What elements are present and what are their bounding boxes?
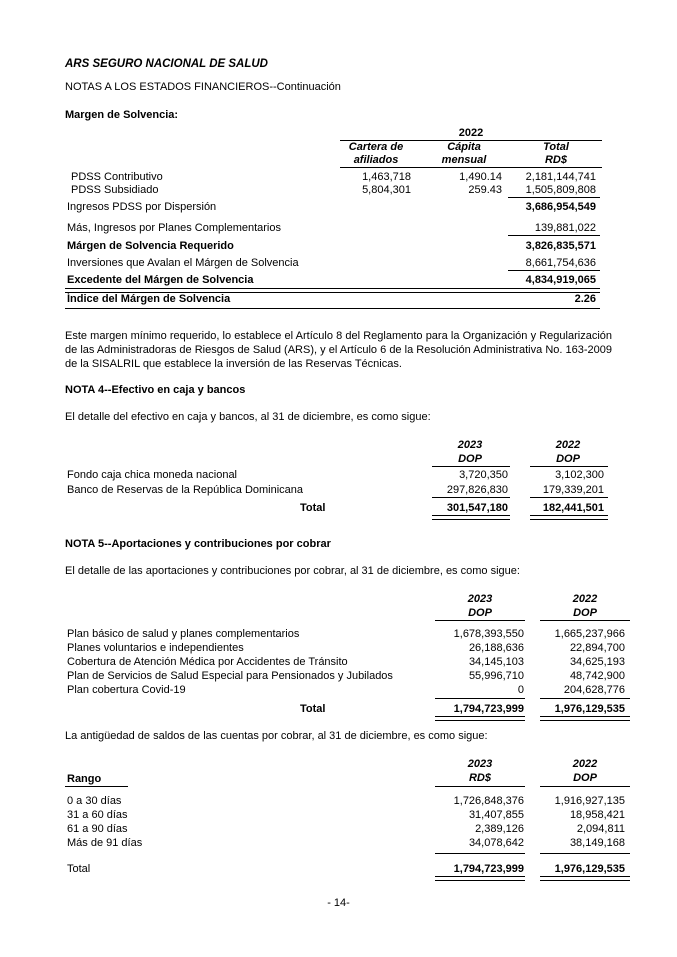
nota5-row-label: Plan de Servicios de Salud Especial para Pensionados y Jubilados [67,670,393,682]
nota4-col1-currency: DOP [458,453,482,465]
aging-row-value-2022: 18,958,421 [569,809,625,821]
nota4-col1-total-rule [432,515,510,520]
nota4-row-label: Banco de Reservas de la República Dominicana [67,484,304,496]
solvency-row-capita: 1,490.14 [459,171,502,183]
nota4-col1-header-rule [432,466,510,467]
solvency-inversiones-label: Inversiones que Avalan el Márgen de Solvencia [67,257,299,269]
aging-row-label: 31 a 60 días [67,809,128,821]
nota5-row-value-2022: 48,742,900 [569,670,625,682]
aging-row-label: 0 a 30 días [67,795,122,807]
nota5-total-2022: 1,976,129,535 [554,703,625,715]
nota5-col2-subtotal-rule [540,698,630,699]
solvency-row-label: PDSS Subsidiado [71,184,159,196]
solvency-header-rule [340,167,602,168]
aging-range-header-rule [65,786,128,787]
nota4-row-value-2022: 3,102,300 [555,469,604,481]
nota4-col1-year: 2023 [457,439,483,451]
nota5-col1-header-rule [435,620,525,621]
solvency-indice-rule [65,308,600,309]
solvency-mas-rule [508,235,600,236]
nota5-row-value-2022: 204,628,776 [563,684,625,696]
aging-row-value-2023: 2,389,126 [475,823,524,835]
aging-col1-year: 2023 [467,758,493,770]
company-name: ARS SEGURO NACIONAL DE SALUD [65,58,268,70]
aging-total-label: Total [67,863,91,875]
aging-intro: La antigüedad de saldos de las cuentas por cobrar, al 31 de diciembre, es como sigue: [65,730,488,742]
solvency-row-affiliates: 1,463,718 [362,171,411,183]
solvency-col2-header-2: mensual [441,154,487,166]
nota5-row-value-2023: 26,188,636 [468,642,524,654]
nota5-row-value-2022: 34,625,193 [569,656,625,668]
nota5-row-value-2022: 22,894,700 [569,642,625,654]
aging-col2-header-rule [540,786,630,787]
nota5-row-label: Plan básico de salud y planes complementarios [67,628,300,640]
aging-row-value-2023: 31,407,855 [468,809,524,821]
nota5-title: NOTA 5--Aportaciones y contribuciones por cobrar [65,538,331,550]
solvency-inversiones-rule [508,270,600,271]
nota4-row-value-2023: 297,826,830 [446,484,508,496]
nota5-col1-subtotal-rule [435,698,525,699]
nota4-total-label: Total [300,502,326,514]
solvency-row-total: 1,505,809,808 [525,184,596,196]
solvency-title: Margen de Solvencia: [65,109,179,121]
nota5-row-label: Planes voluntarios e independientes [67,642,244,654]
aging-col1-header-rule [435,786,525,787]
aging-row-value-2022: 1,916,927,135 [554,795,625,807]
solvency-col3-header-2: RD$ [544,154,567,166]
aging-range-header: Rango [67,773,102,785]
nota4-total-2023: 301,547,180 [446,502,508,514]
nota5-col1-year: 2023 [467,593,493,605]
nota4-col2-year: 2022 [555,439,581,451]
solvency-col2-header-1: Cápita [447,141,481,153]
nota5-intro: El detalle de las aportaciones y contribuciones por cobrar, al 31 de diciembre, es como sigue: [65,565,520,577]
nota5-row-value-2023: 0 [517,684,524,696]
nota5-row-label: Cobertura de Atención Médica por Accidentes de Tránsito [67,656,348,668]
nota4-title: NOTA 4--Efectivo en caja y bancos [65,384,246,396]
solvency-row-total: 2,181,144,741 [525,171,596,183]
nota5-col1-total-rule [435,716,525,721]
aging-col2-year: 2022 [572,758,598,770]
nota5-col2-currency: DOP [573,607,597,619]
solvency-mas-value: 139,881,022 [534,222,596,234]
nota5-row-value-2022: 1,665,237,966 [554,628,625,640]
aging-col2-subtotal-rule [540,853,630,854]
solvency-excedente-value: 4,834,919,065 [525,274,596,286]
solvency-row-affiliates: 5,804,301 [362,184,411,196]
aging-col2-currency: DOP [573,772,597,784]
aging-row-label: 61 a 90 días [67,823,128,835]
document-subtitle: NOTAS A LOS ESTADOS FINANCIEROS--Continuación [65,81,341,93]
solvency-excedente-label: Excedente del Márgen de Solvencia [67,274,254,286]
solvency-year: 2022 [458,127,484,139]
nota4-row-label: Fondo caja chica moneda nacional [67,469,238,481]
nota4-total-2022: 182,441,501 [542,502,604,514]
nota5-col2-year: 2022 [572,593,598,605]
solvency-row-label: PDSS Contributivo [71,171,163,183]
nota5-row-value-2023: 1,678,393,550 [453,628,524,640]
solvency-ingresos-value: 3,686,954,549 [525,201,596,213]
aging-row-value-2022: 38,149,168 [569,837,625,849]
nota4-row-value-2023: 3,720,350 [459,469,508,481]
nota4-row-value-2022: 179,339,201 [542,484,604,496]
aging-col1-total-rule [435,876,525,881]
aging-col2-total-rule [540,876,630,881]
nota4-col1-subtotal-rule [432,497,510,498]
page-number: - 14- [327,897,350,909]
nota5-col2-header-rule [540,620,630,621]
solvency-col1-header-1: Cartera de [348,141,404,153]
nota4-col2-header-rule [530,466,608,467]
nota5-col2-total-rule [540,716,630,721]
aging-col1-currency: RD$ [468,772,491,784]
nota5-total-2023: 1,794,723,999 [453,703,524,715]
solvency-indice-value: 2.26 [574,293,596,305]
aging-row-label: Más de 91 días [67,837,143,849]
nota5-col1-currency: DOP [468,607,492,619]
solvency-subtotal-rule [508,197,600,198]
aging-row-value-2023: 34,078,642 [468,837,524,849]
aging-col1-subtotal-rule [435,853,525,854]
solvency-paragraph: Este margen mínimo requerido, lo establece el Artículo 8 del Reglamento para la Organización y Regularización de las Administradoras de Riesgos de Salud (ARS), y el Artículo 6 de la Resolución Administrativa No. 163-2009 de la SISALRIL que establece la inversión de las Reservas Técnicas. [65,330,612,370]
solvency-mas-label: Más, Ingresos por Planes Complementarios [67,222,281,234]
nota4-col2-subtotal-rule [530,497,608,498]
nota4-col2-currency: DOP [556,453,580,465]
nota5-row-value-2023: 34,145,103 [468,656,524,668]
aging-row-value-2022: 2,094,811 [576,823,625,835]
aging-total-2022: 1,976,129,535 [554,863,625,875]
solvency-inversiones-value: 8,661,754,636 [525,257,596,269]
nota5-row-label: Plan cobertura Covid-19 [67,684,186,696]
nota5-total-label: Total [300,703,326,715]
nota5-row-value-2023: 55,996,710 [468,670,524,682]
solvency-col3-header-1: Total [543,141,569,153]
solvency-row-capita: 259.43 [468,184,502,196]
solvency-col1-header-2: afiliados [353,154,399,166]
aging-row-value-2023: 1,726,848,376 [453,795,524,807]
solvency-requerido-value: 3,826,835,571 [525,240,596,252]
nota4-col2-total-rule [530,515,608,520]
solvency-indice-label: Índice del Márgen de Solvencia [67,293,231,305]
solvency-ingresos-label: Ingresos PDSS por Dispersión [67,201,217,213]
nota4-intro: El detalle del efectivo en caja y bancos, al 31 de diciembre, es como sigue: [65,411,431,423]
solvency-requerido-label: Márgen de Solvencia Requerido [67,240,234,252]
aging-total-2023: 1,794,723,999 [453,863,524,875]
